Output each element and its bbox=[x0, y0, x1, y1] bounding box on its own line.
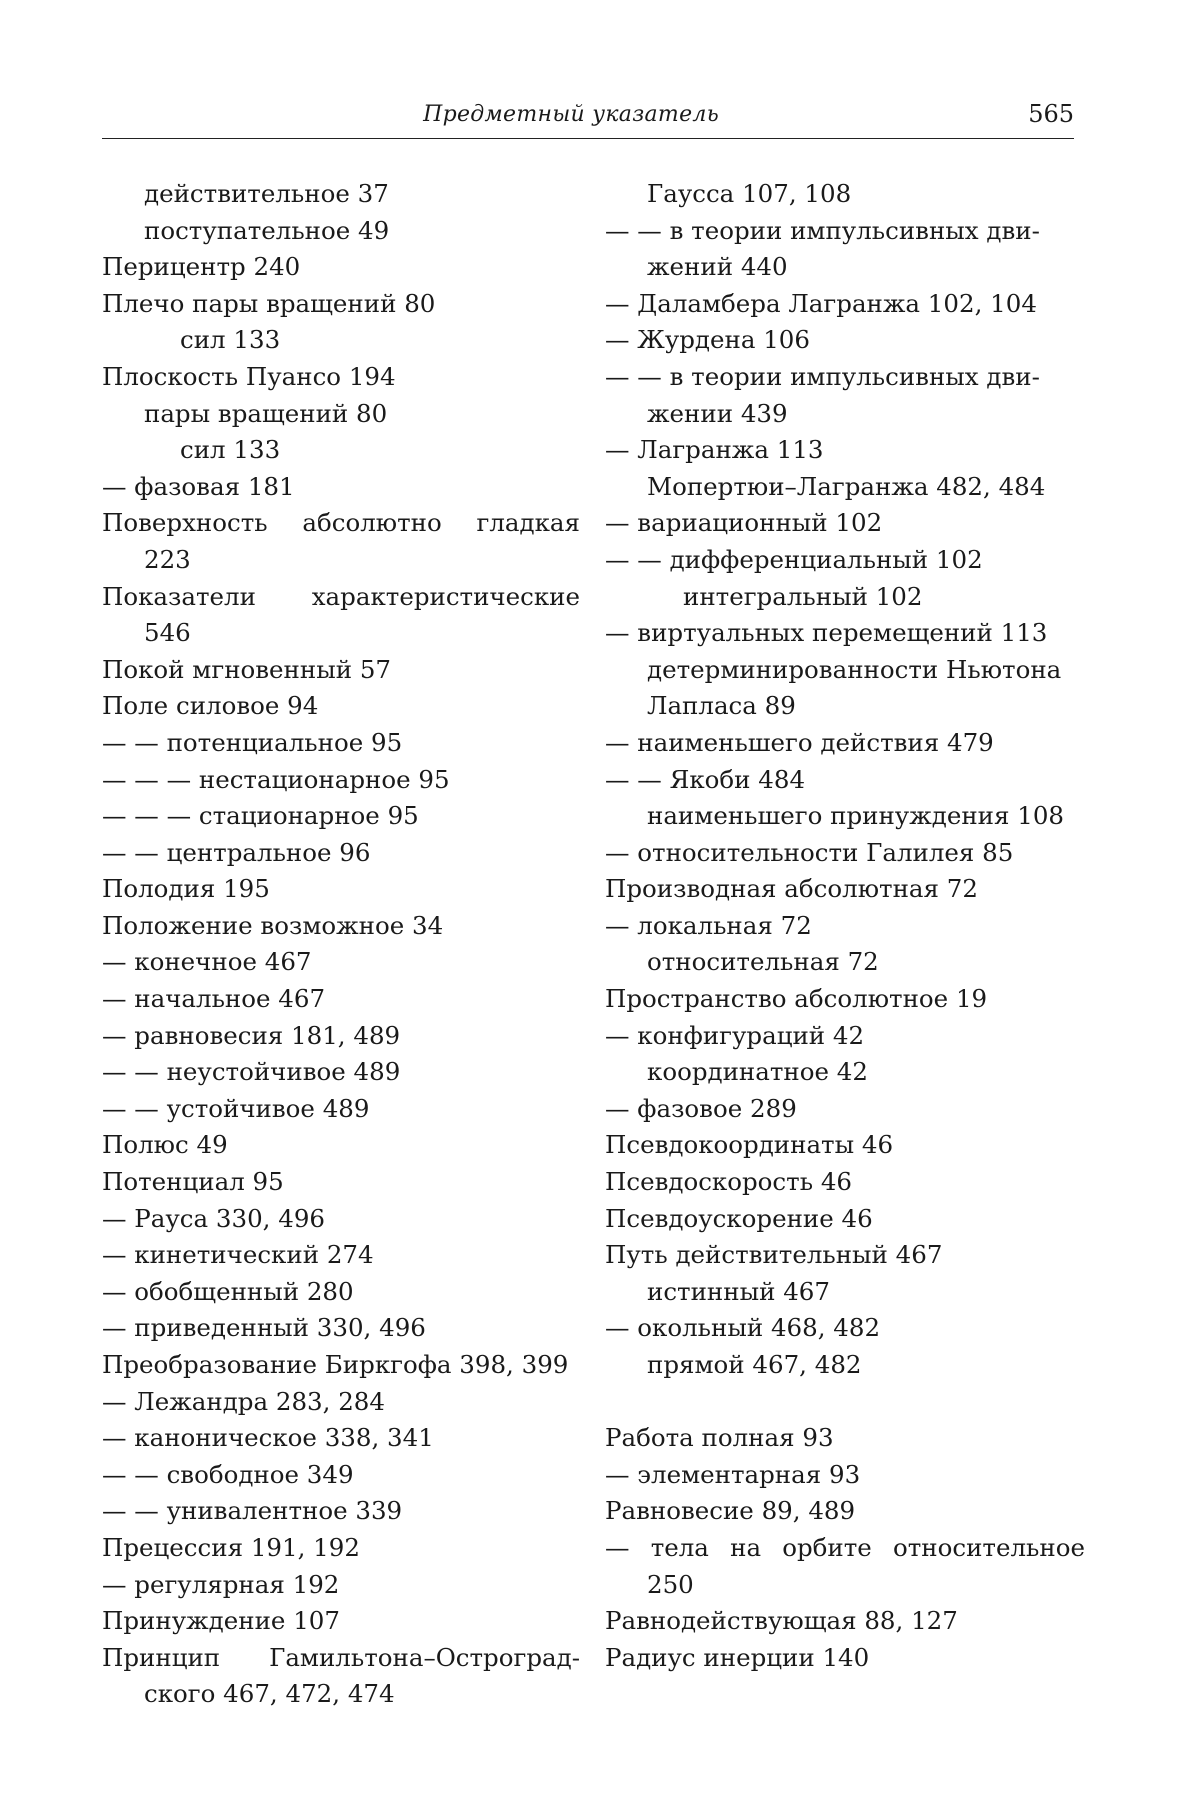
index-entry: — вариационный 102 bbox=[605, 508, 883, 538]
index-entry: Лапласа 89 bbox=[647, 691, 796, 721]
index-entry: ского 467, 472, 474 bbox=[144, 1679, 395, 1709]
index-entry: — — в теории импульсивных дви- bbox=[605, 215, 1040, 245]
index-entry: — равновесия 181, 489 bbox=[102, 1020, 401, 1050]
index-entry: пары вращений 80 bbox=[144, 398, 388, 428]
index-entry: Прецессия 191, 192 bbox=[102, 1532, 360, 1562]
index-entry: — — дифференциальный 102 bbox=[605, 544, 983, 574]
index-entry: — — устойчивое 489 bbox=[102, 1093, 370, 1123]
index-entry: — наименьшего действия 479 bbox=[605, 727, 994, 757]
page-number: 565 bbox=[1028, 100, 1074, 128]
index-entry: — — в теории импульсивных дви- bbox=[605, 361, 1040, 391]
index-entry: прямой 467, 482 bbox=[647, 1350, 862, 1379]
index-entry: Принцип Гамильтона–Остроград- bbox=[102, 1642, 580, 1672]
index-entry: жении 439 bbox=[647, 398, 788, 428]
index-entry: — — центральное 96 bbox=[102, 837, 371, 867]
index-entry: — Лагранжа 113 bbox=[605, 435, 824, 465]
index-entry bbox=[605, 1384, 1085, 1421]
index-entry: Плечо пары вращений 80 bbox=[102, 288, 436, 318]
index-entry: — конечное 467 bbox=[102, 947, 312, 977]
index-entry: — — свободное 349 bbox=[102, 1459, 354, 1489]
index-entry: — фазовая 181 bbox=[102, 471, 295, 501]
index-entry: действительное 37 bbox=[144, 179, 389, 208]
index-entry: Псевдоускорение 46 bbox=[605, 1203, 873, 1233]
index-entry: Покой мгновенный 57 bbox=[102, 654, 392, 684]
index-entry: — обобщенный 280 bbox=[102, 1276, 354, 1306]
index-entry: Полодия 195 bbox=[102, 874, 270, 904]
index-entry: Путь действительный 467 bbox=[605, 1240, 943, 1270]
index-entry: — — Якоби 484 bbox=[605, 764, 806, 794]
index-entry: — относительности Галилея 85 bbox=[605, 837, 1014, 867]
index-entry: Плоскость Пуансо 194 bbox=[102, 361, 396, 391]
index-entry: детерминированности Ньютона bbox=[647, 654, 1062, 684]
index-entry: Положение возможное 34 bbox=[102, 910, 444, 940]
index-entry: интегральный 102 bbox=[683, 581, 923, 611]
index-entry: Работа полная 93 bbox=[605, 1423, 834, 1453]
index-entry: — Даламбера Лагранжа 102, 104 bbox=[605, 288, 1037, 318]
index-entry: — Журдена 106 bbox=[605, 325, 810, 355]
index-entry: — виртуальных перемещений 113 bbox=[605, 618, 1048, 648]
index-entry: Перицентр 240 bbox=[102, 252, 301, 282]
index-entry: — регулярная 192 bbox=[102, 1569, 340, 1599]
running-title: Предметный указатель bbox=[423, 102, 719, 127]
index-entry: — — — стационарное 95 bbox=[102, 801, 419, 831]
index-entry: — локальная 72 bbox=[605, 910, 812, 940]
index-entry: — — потенциальное 95 bbox=[102, 727, 403, 757]
index-entry: Преобразование Биркгофа 398, 399 bbox=[102, 1350, 569, 1379]
index-entry: Поле силовое 94 bbox=[102, 691, 319, 721]
index-entry: относительная 72 bbox=[647, 947, 879, 977]
index-entry: Радиус инерции 140 bbox=[605, 1642, 870, 1672]
index-entry: Полюс 49 bbox=[102, 1130, 228, 1160]
page-header bbox=[102, 98, 1074, 139]
index-entry: координатное 42 bbox=[647, 1057, 868, 1087]
index-entry: Принуждение 107 bbox=[102, 1606, 340, 1636]
index-entry: — Рауса 330, 496 bbox=[102, 1203, 326, 1233]
index-entry: — — — нестационарное 95 bbox=[102, 764, 450, 794]
index-entry: 250 bbox=[647, 1569, 694, 1599]
index-entry: — окольный 468, 482 bbox=[605, 1313, 881, 1343]
index-entry: — начальное 467 bbox=[102, 984, 326, 1014]
index-entry: — фазовое 289 bbox=[605, 1093, 797, 1123]
index-entry: 546 bbox=[144, 618, 191, 648]
index-entry: — — неустойчивое 489 bbox=[102, 1057, 401, 1087]
index-entry: — приведенный 330, 496 bbox=[102, 1313, 426, 1343]
index-entry: — Лежандра 283, 284 bbox=[102, 1386, 385, 1416]
index-entry: истинный 467 bbox=[647, 1276, 830, 1306]
index-entry: Мопертюи–Лагранжа 482, 484 bbox=[647, 471, 1046, 501]
index-entry: — каноническое 338, 341 bbox=[102, 1423, 434, 1453]
index-entry: 223 bbox=[144, 544, 191, 574]
index-entry: Потенциал 95 bbox=[102, 1167, 284, 1197]
index-entry: Производная абсолютная 72 bbox=[605, 874, 978, 904]
index-entry: Поверхность абсолютно гладкая bbox=[102, 508, 580, 538]
index-entry: сил 133 bbox=[180, 325, 281, 355]
index-entry: — элементарная 93 bbox=[605, 1459, 861, 1489]
index-entry: Равновесие 89, 489 bbox=[605, 1496, 856, 1526]
index-entry: Псевдоскорость 46 bbox=[605, 1167, 853, 1197]
index-column-left bbox=[102, 176, 580, 1713]
index-entry: — тела на орбите относительное bbox=[605, 1532, 1085, 1562]
index-entry: поступательное 49 bbox=[144, 215, 390, 245]
index-entry: Показатели характеристические bbox=[102, 581, 580, 611]
index-entry: Псевдокоординаты 46 bbox=[605, 1130, 894, 1160]
index-entry: Пространство абсолютное 19 bbox=[605, 984, 988, 1014]
index-entry: наименьшего принуждения 108 bbox=[647, 801, 1065, 831]
index-entry: Гаусса 107, 108 bbox=[647, 179, 852, 208]
index-entry: — конфигураций 42 bbox=[605, 1020, 865, 1050]
index-entry: — — унивалентное 339 bbox=[102, 1496, 403, 1526]
index-entry: — кинетический 274 bbox=[102, 1240, 374, 1270]
index-entry: сил 133 bbox=[180, 435, 281, 465]
index-column-right bbox=[605, 176, 1085, 1676]
index-entry: Равнодействующая 88, 127 bbox=[605, 1606, 958, 1636]
index-entry: жений 440 bbox=[647, 252, 788, 282]
